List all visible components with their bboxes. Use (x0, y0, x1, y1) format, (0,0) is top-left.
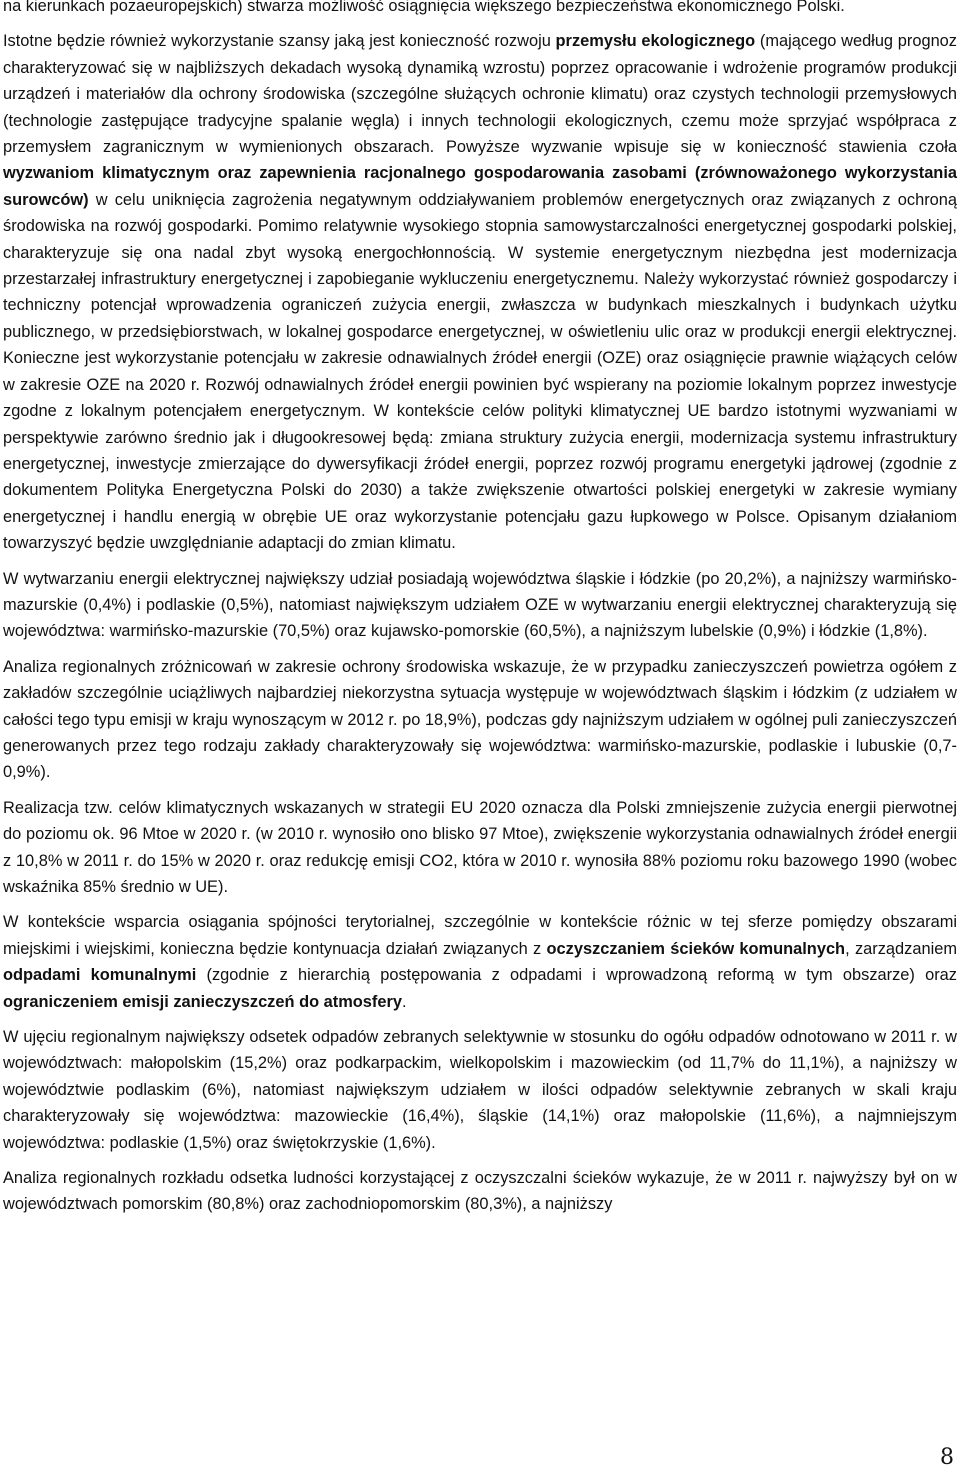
text-run: W wytwarzaniu energii elektrycznej największy udział posiadają województwa śląskie i łódzkie (po 20,2%), a najniższy warmińsko-mazurskie (0,4%) i podlaskie (0,5%), natomiast największym udziałem OZE w wytwarzaniu energii elektrycznej charakteryzują się województwa: warmińsko-mazurskie (70,5%) oraz kujawsko-pomorskie (60,5%), a najniższym lubelskie (0,9%) i łódzkie (1,8%). (3, 569, 957, 641)
text-run: Analiza regionalnych zróżnicowań w zakresie ochrony środowiska wskazuje, że w przypadku zanieczyszczeń powietrza ogółem z zakładów szczególnie uciążliwych najbardziej niekorzystna sytuacja występuje w województwach śląskim i łódzkim (z udziałem w całości tego typu emisji w kraju wynoszącym w 2012 r. po 18,9%), podczas gdy najniższym udziałem w ogólnej puli zanieczyszczeń generowanych przez tego rodzaju zakłady charakteryzowały się województwa: warmińsko-mazurskie, podlaskie i lubuskie (0,7-0,9%). (3, 657, 957, 782)
text-run: w celu uniknięcia zagrożenia negatywnym oddziaływaniem problemów energetycznych oraz związanych z ochroną środowiska na rozwój gospodarki. Pomimo relatywnie wysokiego stopnia samowystarczalności energetycznej gospodarki polskiej, charakteryzuje się ona nadal zbyt wysoką energochłonnością. W systemie energetycznym niezbędna jest modernizacja przestarzałej infrastruktury energetycznej i zapobieganie wykluczeniu energetycznemu. Należy wykorzystać również gospodarczy i techniczny potencjał wprowadzenia ograniczeń zużycia energii, zwłaszcza w budynkach mieszkalnych i budynkach użytku publicznego, w przedsiębiorstwach, w lokalnej gospodarce energetycznej, w oświetleniu ulic oraz w produkcji energii elektrycznej. Konieczne jest wykorzystanie potencjału w zakresie odnawialnych źródeł energii (OZE) oraz osiągnięcie prawnie wiążących celów w zakresie OZE na 2020 r. Rozwój odnawialnych źródeł energii powinien być wspierany na poziomie lokalnym poprzez inwestycje zgodne z lokalnym potencjałem energetycznym. W kontekście celów polityki klimatycznej UE bardzo istotnymi wyzwaniami w perspektywie zarówno średnio jak i długookresowej będą: zmiana struktury zużycia energii, modernizacja systemu infrastruktury energetycznej, inwestycje zmierzające do dywersyfikacji źródeł energii, poprzez rozwój programu energetyki jądrowej (zgodnie z dokumentem Polityka Energetyczna Polski do 2030) a także zwiększenie otwartości polskiej energetyki w zakresie wymiany energetycznej i handlu energią w obrębie UE oraz wykorzystanie potencjału gazu łupkowego w Polsce. Opisanym działaniom towarzyszyć będzie uwzględnianie adaptacji do zmian klimatu. (3, 190, 957, 553)
bold-text: przemysłu ekologicznego (555, 32, 756, 51)
document-page (3, 0, 957, 1227)
paragraph (3, 0, 957, 19)
text-run: (mającego według prognoz charakteryzować się w najbliższych dekadach wysoką dynamiką wzrostu) poprzez opracowanie i wdrożenie programów produkcji urządzeń i materiałów dla ochrony środowiska (szczególne służących ochronie klimatu) oraz czystych technologii przemysłowych (technologie zastępujące tradycyjne spalanie węgla) i innych technologii ekologicznych, czemu może sprzyjać współpraca z przemysłem zagranicznym w wymienionych obszarach. Powyższe wyzwanie wpisuje się w konieczność stawienia czoła (3, 32, 957, 157)
document-body (3, 0, 957, 1218)
paragraph (3, 1024, 957, 1156)
text-run: Realizacja tzw. celów klimatycznych wskazanych w strategii EU 2020 oznacza dla Polski zmniejszenie zużycia energii pierwotnej do poziomu ok. 96 Mtoe w 2020 r. (w 2010 r. wynosiło ono blisko 97 Mtoe), zwiększenie wykorzystania odnawialnych źródeł energii z 10,8% w 2011 r. do 15% w 2020 r. oraz redukcję emisji CO2, która w 2010 r. wynosiła 88% poziomu roku bazowego 1990 (wobec wskaźnika 85% średnio w UE). (3, 798, 957, 896)
bold-text: wyzwaniom klimatycznym oraz zapewnienia racjonalnego gospodarowania zasobami (zrównoważonego wykorzystania surowców) (3, 164, 957, 209)
text-run: na kierunkach pozaeuropejskich) stwarza możliwość osiągnięcia większego bezpieczeństwa ekonomicznego Polski. (3, 0, 845, 15)
paragraph (3, 28, 957, 556)
page-number: 8 (940, 1445, 954, 1470)
paragraph (3, 654, 957, 786)
text-run: Analiza regionalnych rozkładu odsetka ludności korzystającej z oczyszczalni ścieków wykazuje, że w 2011 r. najwyższy był on w województwach pomorskim (80,8%) oraz zachodniopomorskim (80,3%), a najniższy (3, 1169, 957, 1214)
text-run: W kontekście wsparcia osiągania spójności terytorialnej, szczególnie w kontekście różnic w tej sferze pomiędzy obszarami miejskimi i wiejskimi, konieczna będzie kontynuacja działań związanych z (3, 913, 957, 958)
text-run: Istotne będzie również wykorzystanie szansy jaką jest konieczność rozwoju (3, 32, 556, 51)
bold-text: oczyszczaniem ścieków komunalnych (546, 939, 846, 958)
text-run: (zgodnie z hierarchią postępowania z odpadami i wprowadzoną reformą w tym obszarze) oraz (196, 966, 957, 985)
paragraph (3, 795, 957, 901)
paragraph (3, 1165, 957, 1218)
paragraph (3, 909, 957, 1015)
text-run: W ujęciu regionalnym największy odsetek odpadów zebranych selektywnie w stosunku do ogółu odpadów odnotowano w 2011 r. w województwach: małopolskim (15,2%) oraz podkarpackim, wielkopolskim i mazowieckim (od 11,7% do 11,1%), a najniższy w województwie podlaskim (6%), natomiast największym udziałem w ilości odpadów selektywnie zebranych w skali kraju charakteryzowały się województwa: mazowieckie (16,4%), śląskie (14,1%) oraz małopolskie (11,6%), a najmniejszym województwa: podlaskie (1,5%) oraz świętokrzyskie (1,6%). (3, 1028, 957, 1152)
bold-text: ograniczeniem emisji zanieczyszczeń do atmosfery (3, 992, 402, 1011)
text-run: . (402, 992, 407, 1011)
bold-text: odpadami komunalnymi (3, 966, 197, 985)
text-run: , zarządzaniem (845, 939, 957, 958)
paragraph (3, 566, 957, 645)
